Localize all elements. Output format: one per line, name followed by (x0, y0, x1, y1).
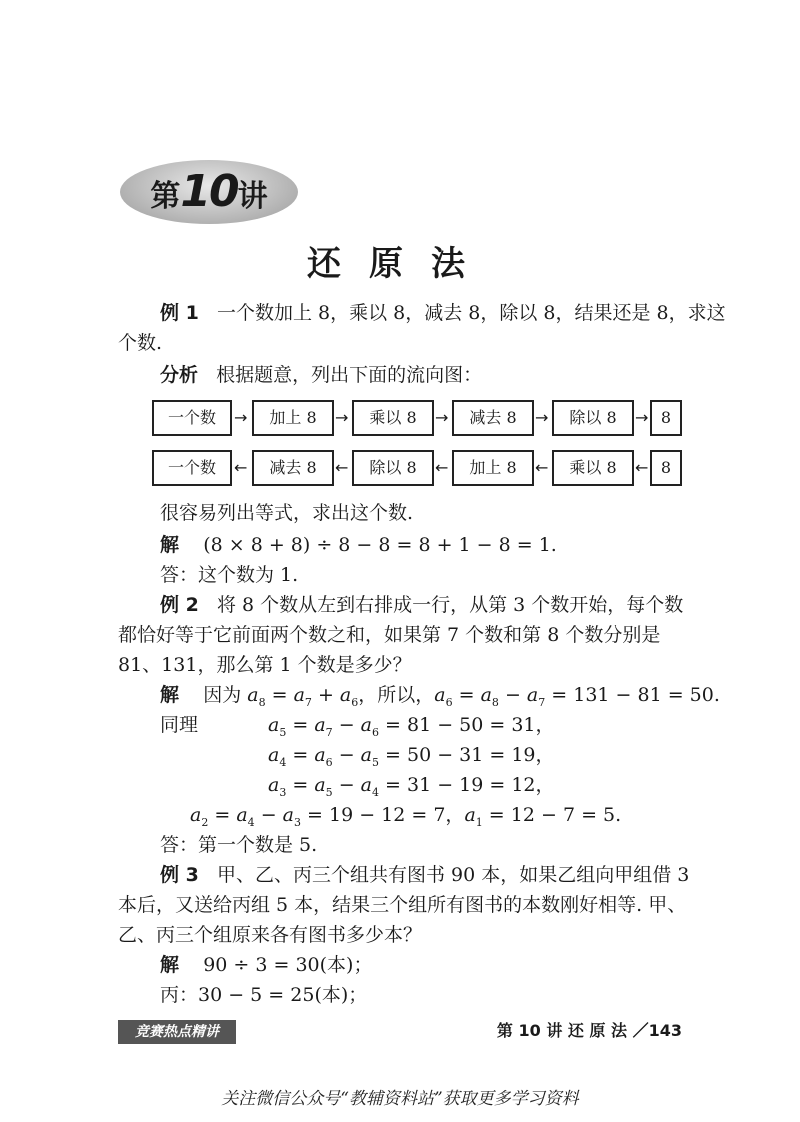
arrow-left-icon: ← (635, 458, 649, 477)
flow-bottom-box: 加上 8 (452, 450, 534, 486)
lecture-badge (120, 160, 298, 224)
ex3-label: 例 3 (160, 864, 199, 886)
flow-bottom-box: 除以 8 (352, 450, 434, 486)
analysis-label: 分析 (160, 364, 199, 386)
ex3-line1 (160, 860, 689, 890)
arrow-right-icon: → (435, 408, 449, 427)
flow-bottom-box: 一个数 (152, 450, 232, 486)
arrow-right-icon: → (635, 408, 649, 427)
ex3-text2: 本后，又送给丙组 5 本，结果三个组所有图书的本数刚好相等. 甲、 (118, 894, 687, 916)
footer-badge: 竞赛热点精讲 (118, 1020, 236, 1044)
flow-bottom-box: 减去 8 (252, 450, 334, 486)
arrow-left-icon: ← (335, 458, 349, 477)
ex2-text1: 将 8 个数从左到右排成一行，从第 3 个数开始，每个数 (216, 594, 684, 616)
page-title: 还原法 (307, 244, 493, 284)
lecture-suffix: 讲 (237, 179, 268, 214)
ex1-label: 例 1 (160, 302, 199, 324)
ex2-line1 (160, 590, 683, 620)
ex1-sol: (8 × 8 + 8) ÷ 8 − 8 = 8 + 1 − 8 = 1. (203, 534, 557, 556)
ex1-text2: 个数. (118, 332, 163, 354)
ex2-text2: 都恰好等于它前面两个数之和，如果第 7 个数和第 8 个数分别是 (118, 624, 661, 646)
sol-label: 解 (160, 534, 180, 556)
sol-label: 解 (160, 954, 180, 976)
eq-a4: $a_4 = a_6 - a_5 = 50 - 31 = 19$， (268, 744, 555, 769)
watermark: 关注微信公众号“教辅资料站”获取更多学习资料 (221, 1089, 579, 1109)
ex3-text3: 乙、丙三个组原来各有图书多少本？ (118, 924, 423, 946)
ex2-text3: 81、131，那么第 1 个数是多少？ (118, 654, 412, 676)
arrow-left-icon: ← (535, 458, 549, 477)
ex3-line2: 丙：30 − 5 = 25(本)； (160, 984, 368, 1006)
arrow-right-icon: → (535, 408, 549, 427)
flow-top-box: 除以 8 (552, 400, 634, 436)
ex2-answer: 答：第一个数是 5. (160, 834, 318, 856)
lecture-prefix: 第 (150, 179, 181, 214)
sol-prefix: 因为 (203, 684, 242, 706)
ex3-text1: 甲、乙、丙三个组共有图书 90 本，如果乙组向甲组借 3 (216, 864, 690, 886)
ex3-solution (160, 950, 372, 980)
flow-bottom-box: 8 (650, 450, 682, 486)
flow-top-box: 8 (650, 400, 682, 436)
arrow-right-icon: → (335, 408, 349, 427)
flow-top-box: 乘以 8 (352, 400, 434, 436)
footer-page-info: 第 10 讲 还 原 法 ／143 (496, 1021, 682, 1040)
arrow-left-icon: ← (234, 458, 248, 477)
flow-bottom-box: 乘以 8 (552, 450, 634, 486)
ex1-solution (160, 530, 557, 560)
ex2-label: 例 2 (160, 594, 199, 616)
ex1-answer: 答：这个数为 1. (160, 564, 299, 586)
arrow-left-icon: ← (435, 458, 449, 477)
eq-a2-a1: $a_2 = a_4 - a_3 = 19 - 12 = 7$，$a_1 = 12 - 7 = 5$. (190, 804, 622, 829)
eq-a3: $a_3 = a_5 - a_4 = 31 - 19 = 12$， (268, 774, 555, 799)
sol-label: 解 (160, 684, 180, 706)
analysis-text: 根据题意，列出下面的流向图： (216, 364, 483, 386)
flow-top-box: 一个数 (152, 400, 232, 436)
lecture-number: 10 (180, 166, 238, 217)
ex1-analysis (160, 360, 482, 390)
same-label: 同理 (160, 714, 199, 736)
arrow-right-icon: → (234, 408, 248, 427)
ex3-sol: 90 ÷ 3 = 30(本)； (203, 954, 373, 976)
ex1-text1: 一个数加上 8，乘以 8，减去 8，除以 8，结果还是 8，求这 (216, 302, 726, 324)
ex2-solution: 解 因为 $a_8 = a_7 + a_6$，所以，$a_6 = a_8 - a_7 = 131 - 81 = 50$. (160, 684, 720, 709)
flow-top-box: 加上 8 (252, 400, 334, 436)
ex1-line1 (160, 298, 726, 328)
ex1-after: 很容易列出等式，求出这个数. (160, 502, 414, 524)
flow-top-box: 减去 8 (452, 400, 534, 436)
eq-a5: $a_5 = a_7 - a_6 = 81 - 50 = 31$， (268, 714, 555, 739)
